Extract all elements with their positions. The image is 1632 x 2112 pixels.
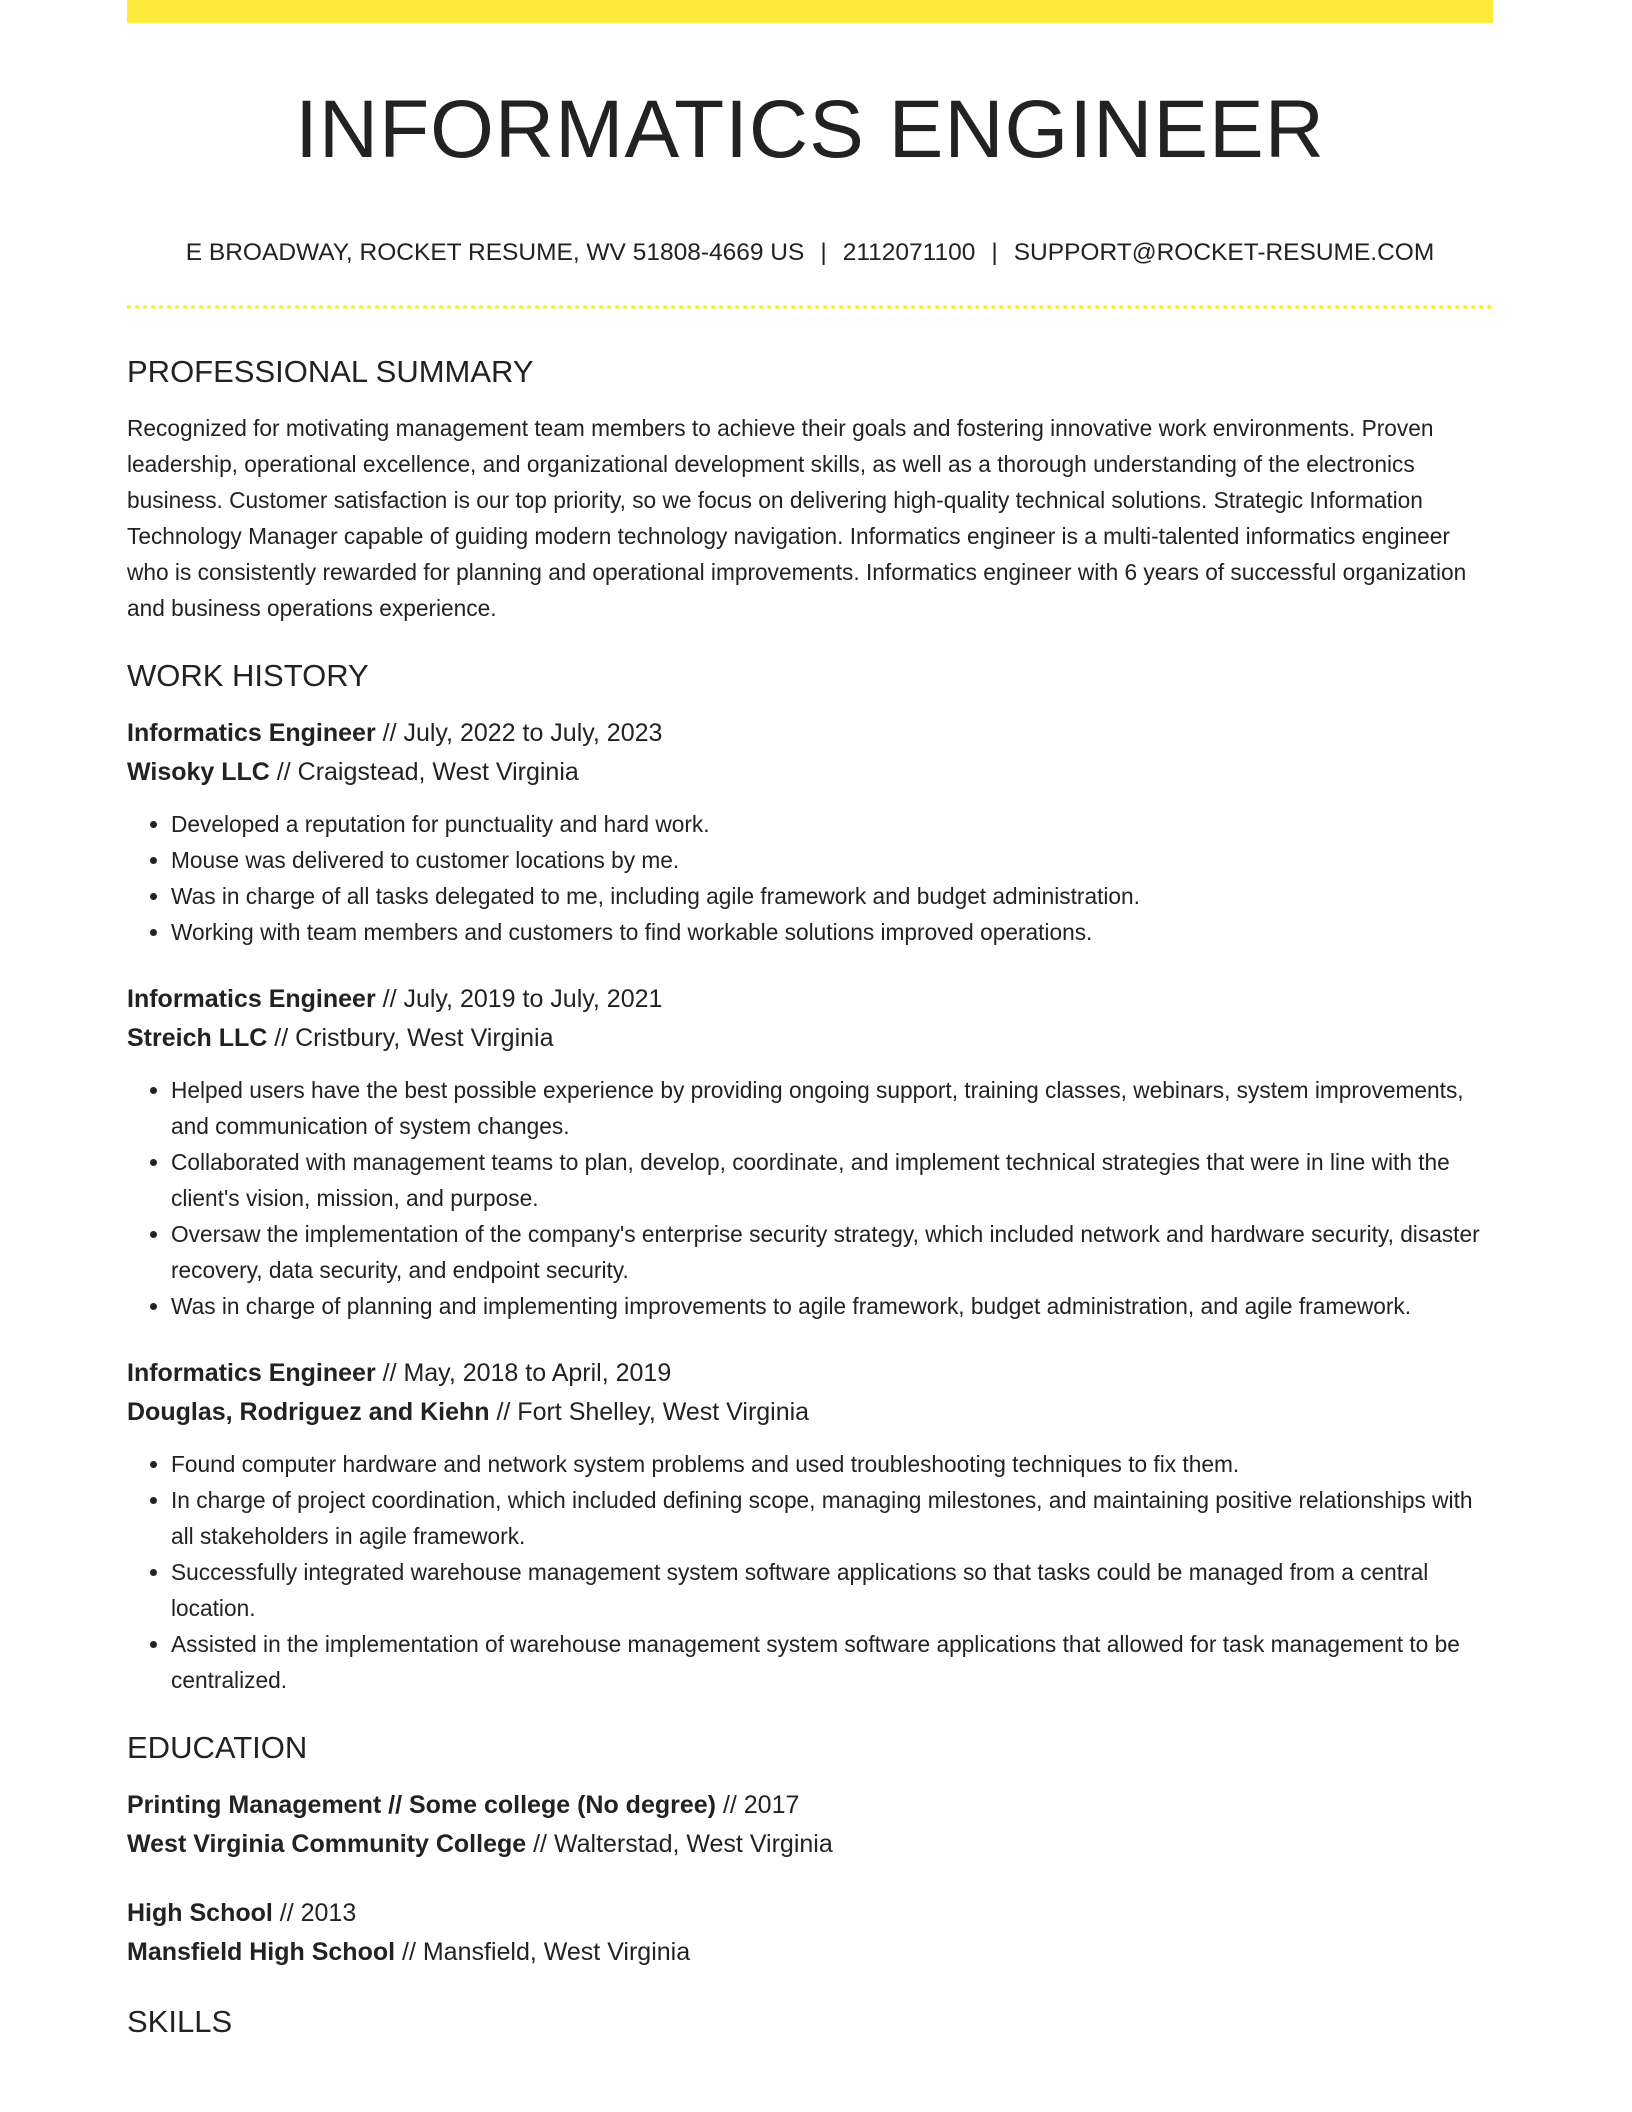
job-company: Wisoky LLC bbox=[127, 758, 270, 786]
education-school: Mansfield High School bbox=[127, 1938, 396, 1966]
summary-section bbox=[127, 352, 1493, 626]
job-bullet: • Successfully integrated warehouse management system software applications so that tasks could be managed from a central location. bbox=[171, 1554, 1493, 1626]
summary-heading: PROFESSIONAL SUMMARY bbox=[127, 354, 534, 389]
job-company-line bbox=[127, 1019, 1493, 1058]
job-bullet: • Developed a reputation for punctuality and hard work. bbox=[171, 806, 1493, 842]
work-history-heading: WORK HISTORY bbox=[127, 658, 369, 693]
education-entry bbox=[127, 1894, 1493, 1972]
job-bullet: • Helped users have the best possible experience by providing ongoing support, training classes, webinars, system improvements, and communication of system changes. bbox=[171, 1072, 1493, 1144]
job-location: // Craigstead, West Virginia bbox=[269, 758, 579, 786]
education-school: West Virginia Community College bbox=[127, 1830, 527, 1858]
education-degree: Printing Management // Some college (No degree) bbox=[127, 1791, 716, 1819]
job-entry bbox=[127, 1354, 1493, 1698]
job-bullet: • Found computer hardware and network system problems and used troubleshooting techniques to fix them. bbox=[171, 1446, 1493, 1482]
job-dates: // May, 2018 to April, 2019 bbox=[375, 1359, 672, 1387]
job-bullet: • Was in charge of all tasks delegated to me, including agile framework and budget administration. bbox=[171, 878, 1493, 914]
job-bullet: • Working with team members and customers to find workable solutions improved operations. bbox=[171, 914, 1493, 950]
contact-address: E BROADWAY, ROCKET RESUME, WV 51808-4669 US bbox=[185, 239, 805, 266]
job-bullet: • Collaborated with management teams to plan, develop, coordinate, and implement technical strategies that were in line with the client's vision, mission, and purpose. bbox=[171, 1144, 1493, 1216]
job-bullet: • In charge of project coordination, which included defining scope, managing milestones, and maintaining positive relationships with all stakeholders in agile framework. bbox=[171, 1482, 1493, 1554]
education-location: // Walterstad, West Virginia bbox=[526, 1830, 833, 1858]
job-bullet: • Assisted in the implementation of warehouse management system software applications that allowed for task management to be centralized. bbox=[171, 1626, 1493, 1698]
contact-line bbox=[127, 236, 1493, 270]
contact-email: SUPPORT@ROCKET-RESUME.COM bbox=[1013, 239, 1435, 266]
education-degree-line bbox=[127, 1894, 1493, 1933]
job-company: Streich LLC bbox=[127, 1024, 268, 1052]
job-entry bbox=[127, 714, 1493, 950]
job-location: // Fort Shelley, West Virginia bbox=[489, 1398, 810, 1426]
job-company-line bbox=[127, 1393, 1493, 1432]
job-dates: // July, 2022 to July, 2023 bbox=[375, 719, 663, 747]
education-year: // 2013 bbox=[272, 1899, 357, 1927]
dotted-divider bbox=[127, 305, 1493, 309]
job-bullet: • Oversaw the implementation of the company's enterprise security strategy, which included network and hardware security, disaster recovery, data security, and endpoint security. bbox=[171, 1216, 1493, 1288]
job-title-line bbox=[127, 714, 1493, 753]
top-accent-bar bbox=[127, 0, 1493, 23]
education-heading: EDUCATION bbox=[127, 1730, 308, 1765]
contact-separator: | bbox=[820, 239, 827, 266]
job-title: Informatics Engineer bbox=[127, 1359, 376, 1387]
job-bullet: • Mouse was delivered to customer locations by me. bbox=[171, 842, 1493, 878]
summary-text: Recognized for motivating management team members to achieve their goals and fostering innovative work environments. Proven leadership, operational excellence, and organizational development skills, as well as a thorough understanding of the electronics business. Customer satisfaction is our top priority, so we focus on delivering high-quality technical solutions. Strategic Information Technology Manager capable of guiding modern technology navigation. Informatics engineer is a multi-talented informatics engineer who is consistently rewarded for planning and operational improvements. Informatics engineer with 6 years of successful organization and business operations experience. bbox=[127, 415, 1467, 621]
contact-phone: 2112071100 bbox=[842, 239, 976, 266]
education-year: // 2017 bbox=[716, 1791, 800, 1819]
education-school-line bbox=[127, 1825, 1493, 1864]
job-bullets bbox=[127, 1446, 1493, 1698]
contact-separator: | bbox=[991, 239, 998, 266]
resume-title: INFORMATICS ENGINEER bbox=[295, 84, 1325, 175]
education-location: // Mansfield, West Virginia bbox=[395, 1938, 691, 1966]
education-degree: High School bbox=[127, 1899, 273, 1927]
job-title: Informatics Engineer bbox=[127, 719, 376, 747]
work-history-section bbox=[127, 656, 1493, 1698]
job-bullet: • Was in charge of planning and implementing improvements to agile framework, budget administration, and agile framework. bbox=[171, 1288, 1493, 1324]
job-title: Informatics Engineer bbox=[127, 985, 376, 1013]
job-title-line bbox=[127, 980, 1493, 1019]
education-school-line bbox=[127, 1933, 1493, 1972]
job-title-line bbox=[127, 1354, 1493, 1393]
job-bullets bbox=[127, 806, 1493, 950]
education-section bbox=[127, 1728, 1493, 1972]
job-entry bbox=[127, 980, 1493, 1324]
skills-section bbox=[127, 2002, 1493, 2042]
skills-heading: SKILLS bbox=[127, 2004, 233, 2039]
job-bullets bbox=[127, 1072, 1493, 1324]
education-degree-line bbox=[127, 1786, 1493, 1825]
resume-content bbox=[127, 352, 1493, 2042]
education-entry bbox=[127, 1786, 1493, 1864]
job-location: // Cristbury, West Virginia bbox=[267, 1024, 554, 1052]
job-dates: // July, 2019 to July, 2021 bbox=[375, 985, 663, 1013]
job-company: Douglas, Rodriguez and Kiehn bbox=[127, 1398, 490, 1426]
job-company-line bbox=[127, 753, 1493, 792]
